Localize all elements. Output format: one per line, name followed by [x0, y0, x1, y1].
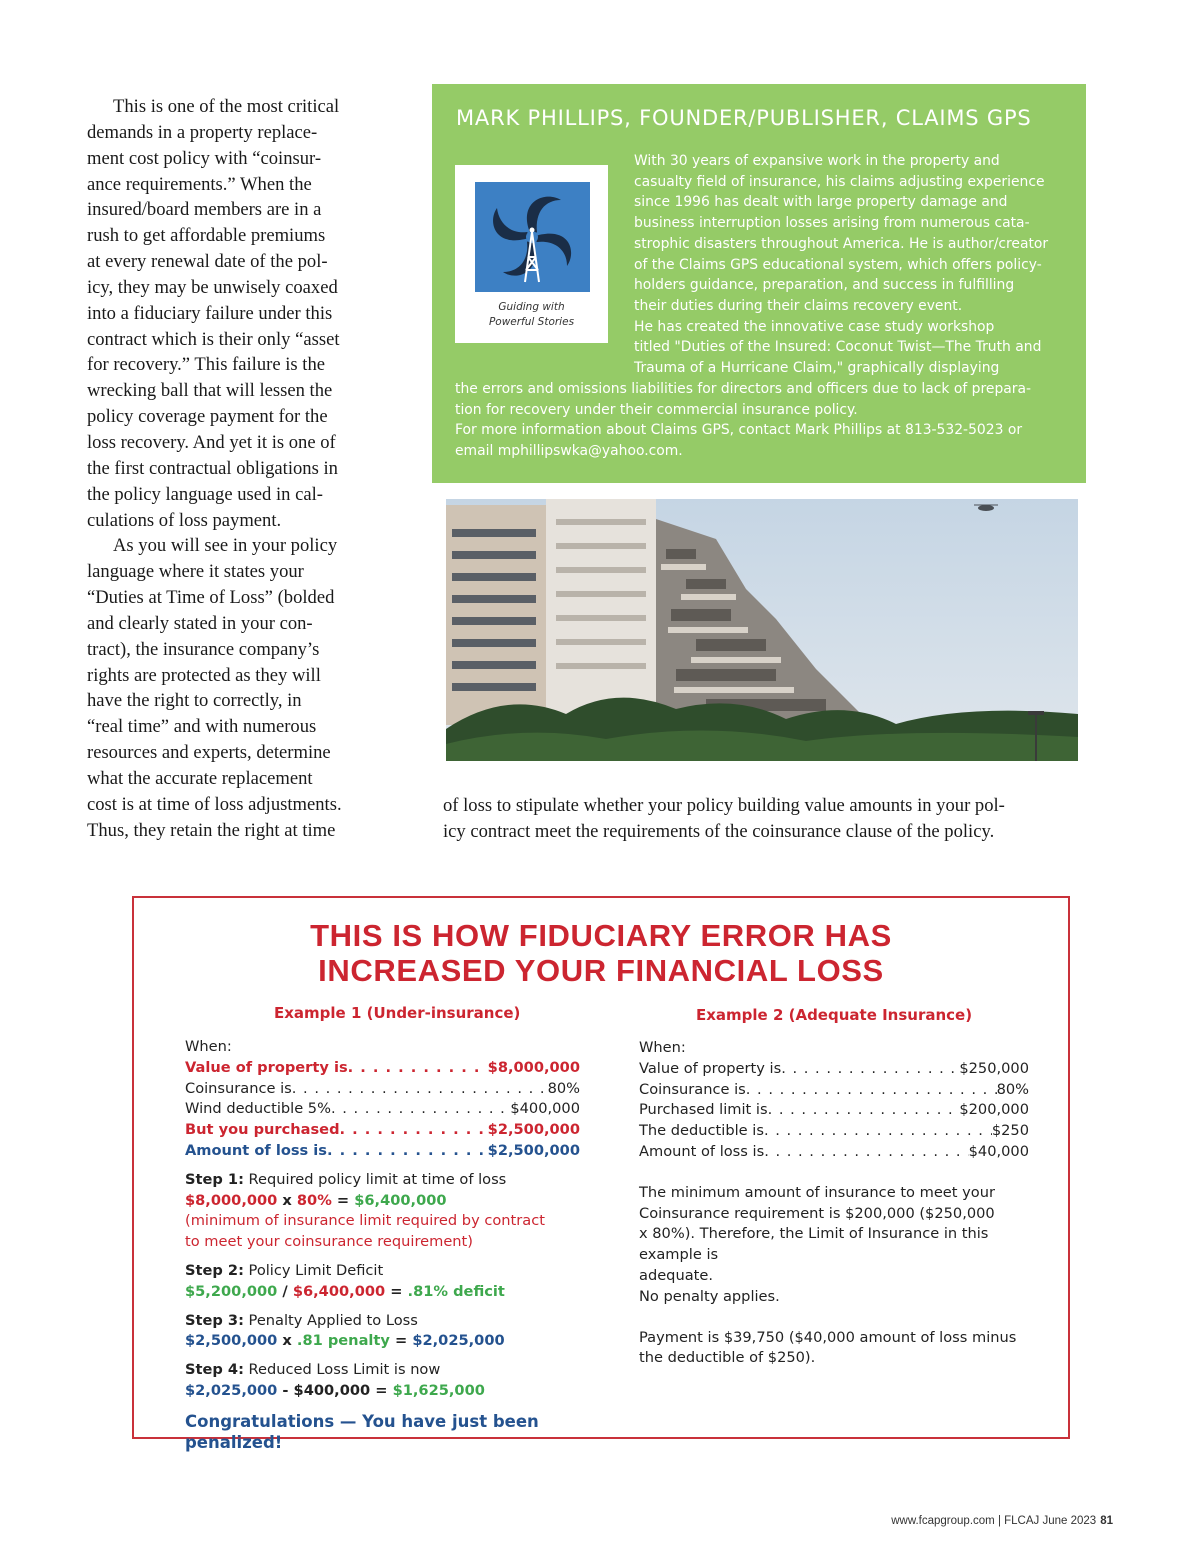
step4-value-a: $2,025,000 [185, 1381, 278, 1399]
bio-title: MARK PHILLIPS, FOUNDER/PUBLISHER, CLAIMS GPS [456, 106, 1032, 130]
example2-row [639, 1059, 1029, 1080]
hurricane-tower-logo-icon [475, 182, 590, 292]
row-value: $8,000,000 [487, 1058, 580, 1076]
example1-row [185, 1141, 580, 1162]
bio-text-full-width: the errors and omissions liabilities for directors and officers due to lack of prepara- tion for recovery under their commercial insurance policy. For more information about Claims GPS, contact Mark Phillips at 813-532-5023 or email mphillipswka@yahoo.com. [455, 381, 1032, 460]
row-value: $200,000 [959, 1101, 1029, 1119]
step3 [185, 1311, 580, 1353]
row-value: $250,000 [959, 1059, 1029, 1077]
row-value: $400,000 [510, 1100, 580, 1118]
step3-op-eq: = [389, 1332, 413, 1350]
article-continuation: of loss to stipulate whether your policy building value amounts in your pol- icy contract meet the requirements of the coinsurance clause of the policy. [443, 795, 1005, 842]
example2-heading: Example 2 (Adequate Insurance) [696, 1006, 973, 1024]
example1-row [185, 1120, 580, 1141]
page-number: 81 [1100, 1515, 1113, 1527]
row-value: $2,500,000 [487, 1141, 580, 1159]
footer-separator: | [994, 1515, 1005, 1527]
step4 [185, 1360, 580, 1402]
example2-explanation: The minimum amount of insurance to meet your Coinsurance requirement is $200,000 ($250,000 x 80%). Therefore, the Limit of Insurance in this example is adequate. No penalty applies. [639, 1183, 995, 1305]
step2-label: Step 2: [185, 1261, 244, 1279]
row-value: 80% [996, 1080, 1029, 1098]
example1-when: When: [185, 1038, 232, 1055]
row-label: The deductible is [639, 1122, 764, 1140]
footer-site: www.fcapgroup.com [891, 1515, 995, 1527]
example1-row [185, 1099, 580, 1120]
row-label: Value of property is [639, 1059, 782, 1077]
step1-label: Step 1: [185, 1170, 244, 1188]
collapsed-building-illustration [446, 499, 1078, 761]
step2 [185, 1261, 580, 1303]
example1-heading: Example 1 (Under-insurance) [274, 1004, 521, 1022]
example1-row [185, 1079, 580, 1100]
step1 [185, 1170, 580, 1253]
step3-result: $2,025,000 [412, 1332, 505, 1350]
step2-op-eq: = [385, 1282, 408, 1300]
step3-op-x: x [277, 1332, 297, 1350]
logo-caption: Guiding with Powerful Stories [488, 301, 575, 328]
example2-when: When: [639, 1039, 686, 1056]
row-label: Wind deductible 5% [185, 1100, 331, 1118]
collapsed-building-photo [446, 499, 1078, 761]
footer-publication: FLCAJ June 2023 [1004, 1515, 1097, 1527]
row-value: $2,500,000 [487, 1121, 580, 1139]
row-value: $40,000 [968, 1142, 1029, 1160]
step1-text: Required policy limit at time of loss [243, 1170, 507, 1188]
row-label: Amount of loss is [639, 1142, 765, 1160]
step1-value-a: $8,000,000 [185, 1191, 278, 1209]
row-label: Coinsurance is [185, 1079, 292, 1097]
step2-value-a: $5,200,000 [185, 1282, 278, 1300]
step3-label: Step 3: [185, 1311, 244, 1329]
step2-op-div: / [277, 1282, 293, 1300]
step4-text: Reduced Loss Limit is now [243, 1361, 441, 1379]
bio-text-beside-logo: With 30 years of expansive work in the property and casualty field of insurance, his claims adjusting experience since 1996 has dealt with large property damage and business interruption losses arising from numerous cata- strophic disasters throughout America. He is author/creator of the Claims GPS educational system, which offers policy- holders guidance, preparation, and success in fulfilling their duties during their claims recovery event. He has created the innovative case study workshop titled "Duties of the Insured: Coconut Twist—The Truth and Trauma of a Hurricane Claim," graphically displaying [634, 153, 1049, 377]
row-label: Amount of loss is [185, 1141, 327, 1159]
step2-value-b: $6,400,000 [292, 1282, 386, 1300]
step2-text: Policy Limit Deficit [243, 1261, 384, 1279]
step1-result: $6,400,000 [354, 1191, 447, 1209]
claims-gps-logo-card [455, 165, 608, 343]
step1-op-x: x [277, 1191, 297, 1209]
step3-value-b: .81 penalty [296, 1332, 390, 1350]
example2-row [639, 1121, 1029, 1142]
example2-body [639, 1038, 1029, 1369]
step3-text: Penalty Applied to Loss [243, 1311, 418, 1329]
step1-op-eq: = [331, 1191, 355, 1209]
row-label: Value of property is [185, 1058, 348, 1076]
step4-label: Step 4: [185, 1361, 244, 1379]
author-bio-box [432, 84, 1086, 483]
example2-row [639, 1142, 1029, 1163]
figure-title: THIS IS HOW FIDUCIARY ERROR HAS INCREASED YOUR FINANCIAL LOSS [310, 918, 892, 988]
row-label: Purchased limit is [639, 1101, 768, 1119]
fiduciary-error-figure [132, 896, 1070, 1452]
congrats-message: Congratulations — You have just been penalized! [185, 1411, 539, 1452]
page-footer [891, 1515, 1113, 1527]
step4-result: $1,625,000 [392, 1381, 485, 1399]
step2-result: .81% deficit [407, 1282, 505, 1300]
article-paragraph: As you will see in your policy language where it states your “Duties at Time of Loss” (bolded and clearly stated in your con- tract), the insurance company’s rights are protected as they will have the right to correctly, in “real time” and with numerous resources and experts, determine what the accurate replacement cost is at time of loss adjustments. Thus, they retain the right at time [87, 535, 342, 841]
example2-row [639, 1080, 1029, 1101]
step3-value-a: $2,500,000 [185, 1332, 278, 1350]
example2-payment: Payment is $39,750 ($40,000 amount of loss minus the deductible of $250). [639, 1328, 1017, 1367]
step1-note: (minimum of insurance limit required by contract to meet your coinsurance requirement) [185, 1212, 545, 1251]
step1-value-b: 80% [296, 1191, 332, 1209]
step4-op: - $400,000 = [277, 1381, 393, 1399]
row-label: But you purchased [185, 1121, 340, 1139]
article-paragraph: This is one of the most critical demands in a property replace- ment cost policy with “coinsur- ance requirements.” When the insured/board members are in a rush to get affordable premiums at every renewal date of the pol- icy, they may be unwisely coaxed into a fiduciary failure under this contract which is their only “asset for recovery.” This failure is the wrecking ball that will lessen the policy coverage payment for the loss recovery. And yet it is one of the first contractual obligations in the policy language used in cal- culations of loss payment. [87, 96, 340, 531]
row-label: Coinsurance is [639, 1080, 746, 1098]
left-article-column [87, 94, 375, 843]
example1-body [185, 1037, 580, 1453]
row-value: 80% [547, 1079, 580, 1097]
example1-row [185, 1058, 580, 1079]
example2-row [639, 1100, 1029, 1121]
row-value: $250 [991, 1122, 1029, 1140]
